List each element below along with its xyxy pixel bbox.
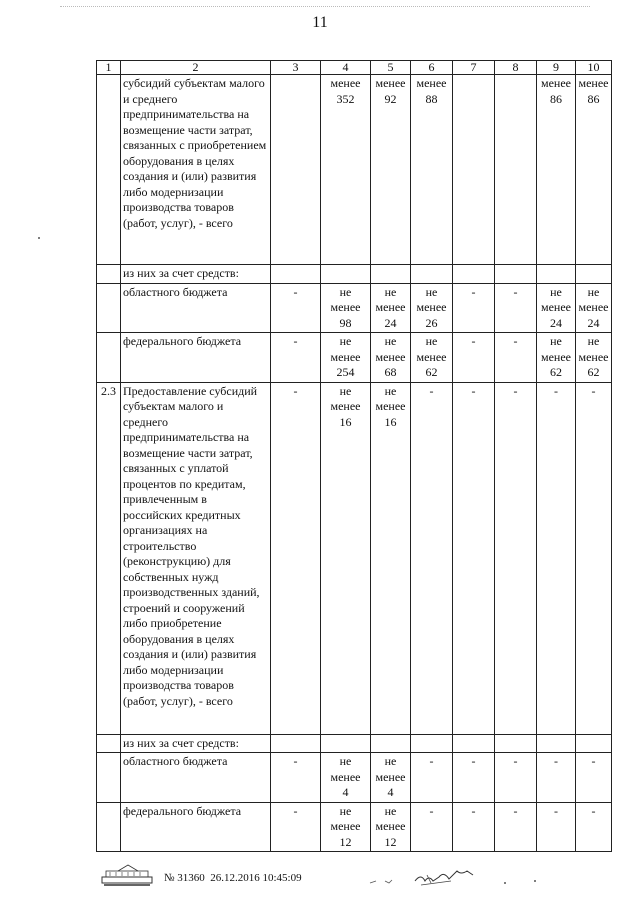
value-line: 4 <box>387 785 394 799</box>
value-line: не <box>339 334 352 348</box>
value-cell-c6 <box>411 333 453 383</box>
value-line: не <box>339 754 352 768</box>
value-line: 24 <box>587 315 600 330</box>
value-line: не <box>339 383 352 398</box>
value-cell-c8: - <box>495 333 537 383</box>
value-line: менее <box>330 76 361 90</box>
row-description: федерального бюджета <box>121 802 271 852</box>
value-line: менее <box>541 300 571 314</box>
value-line: не <box>550 334 562 348</box>
row-description: субсидий субъектам малого и среднего предпринимательства на возмещение части затрат, связанных с приобретением оборудования в целях создания и (или) развития либо модернизации производства товаров (работ, услуг), - всего <box>121 75 271 265</box>
empty-cell <box>371 734 411 753</box>
value-line: 62 <box>587 365 600 379</box>
row-description: федерального бюджета <box>121 333 271 383</box>
value-line: не <box>384 803 397 818</box>
empty-cell <box>411 265 453 284</box>
value-cell-c10: - <box>576 753 612 803</box>
value-line: менее <box>330 819 361 833</box>
value-cell-c3: - <box>271 753 321 803</box>
value-line: 92 <box>384 91 397 106</box>
value-line: не <box>384 383 397 398</box>
value-cell-c8: - <box>495 753 537 803</box>
value-cell-c9: - <box>537 802 576 852</box>
col-header: 10 <box>576 61 612 75</box>
row-number-cell <box>97 753 121 803</box>
value-line: 12 <box>339 834 352 849</box>
value-line: менее <box>578 300 609 314</box>
value-cell-c7: - <box>453 802 495 852</box>
value-cell-c10 <box>576 333 612 383</box>
table-row <box>97 75 612 265</box>
value-line: менее <box>330 349 361 364</box>
value-line: не <box>587 334 600 348</box>
row-label: из них за счет средств: <box>121 265 271 284</box>
value-cell-c8: - <box>495 382 537 734</box>
value-cell-c5 <box>371 75 411 265</box>
value-cell-c9 <box>537 283 576 333</box>
value-cell-c7: - <box>453 753 495 803</box>
value-cell-c9 <box>537 333 576 383</box>
empty-cell <box>371 265 411 284</box>
value-line: менее <box>330 300 361 314</box>
table-row <box>97 382 612 734</box>
value-line: менее <box>416 76 447 90</box>
empty-cell <box>495 734 537 753</box>
value-line: менее <box>375 399 406 413</box>
value-cell-c4 <box>321 283 371 333</box>
empty-cell <box>495 265 537 284</box>
value-cell-c5 <box>371 283 411 333</box>
value-line: 88 <box>425 91 438 106</box>
value-line: менее <box>375 769 406 784</box>
value-cell-c5 <box>371 753 411 803</box>
value-line: 98 <box>339 315 352 330</box>
value-line: 24 <box>384 315 397 330</box>
row-number-cell <box>97 333 121 383</box>
row-number-cell <box>97 265 121 284</box>
value-line: не <box>339 284 352 299</box>
value-cell-c7 <box>453 75 495 265</box>
row-number-cell <box>97 734 121 753</box>
table-subheader-row <box>97 734 612 753</box>
empty-cell <box>271 734 321 753</box>
row-description: областного бюджета <box>121 283 271 333</box>
table-row <box>97 283 612 333</box>
building-stamp-icon <box>100 863 156 887</box>
table-row <box>97 753 612 803</box>
empty-cell <box>576 734 612 753</box>
value-cell-c3: - <box>271 333 321 383</box>
timestamp: 26.12.2016 10:45:09 <box>210 872 302 884</box>
value-cell-c6: - <box>411 382 453 734</box>
row-description: областного бюджета <box>121 753 271 803</box>
page-number: 11 <box>312 14 328 31</box>
value-line: 24 <box>550 315 562 330</box>
value-cell-c10: - <box>576 802 612 852</box>
col-header: 2 <box>121 61 271 75</box>
value-cell-c10 <box>576 75 612 265</box>
value-line: менее <box>375 76 406 90</box>
value-line: 254 <box>336 365 355 379</box>
value-cell-c3 <box>271 75 321 265</box>
col-header: 6 <box>411 61 453 75</box>
value-cell-c6: - <box>411 753 453 803</box>
value-cell-c7: - <box>453 333 495 383</box>
value-line: 86 <box>587 91 600 106</box>
header-row <box>97 61 612 75</box>
value-cell-c10: - <box>576 382 612 734</box>
value-line: менее <box>578 76 609 90</box>
value-line: менее <box>416 349 447 364</box>
value-line: не <box>425 334 438 348</box>
value-line: не <box>384 284 397 299</box>
top-dotted-line <box>60 6 590 7</box>
row-number-cell: 2.3 <box>97 382 121 734</box>
empty-cell <box>321 734 371 753</box>
empty-cell <box>453 734 495 753</box>
col-header: 8 <box>495 61 537 75</box>
value-line: 352 <box>336 91 355 106</box>
col-header: 9 <box>537 61 576 75</box>
empty-cell <box>537 265 576 284</box>
table-row <box>97 802 612 852</box>
value-cell-c7: - <box>453 283 495 333</box>
value-cell-c8: - <box>495 802 537 852</box>
value-line: менее <box>330 769 361 784</box>
row-description: Предоставление субсидий субъектам малого и среднего предпринимательства на возмещение части затрат, связанных с уплатой процентов по кредитам, привлеченным в российских кредитных организациях на строительство (реконструкцию) для собственных нужд производственных зданий, строений и сооружений либо приобретение оборудования в целях создания и (или) развития либо модернизации производства товаров (работ, услуг), - всего <box>121 382 271 734</box>
value-cell-c6 <box>411 283 453 333</box>
value-line: 12 <box>384 834 397 849</box>
row-number-cell <box>97 75 121 265</box>
value-cell-c7: - <box>453 382 495 734</box>
value-line: не <box>384 754 397 768</box>
value-line: 4 <box>342 785 349 799</box>
value-line: менее <box>541 76 571 90</box>
row-number-cell <box>97 802 121 852</box>
margin-mark <box>38 237 40 239</box>
col-header: 4 <box>321 61 371 75</box>
doc-number: № 31360 <box>164 872 205 884</box>
value-cell-c10 <box>576 283 612 333</box>
value-cell-c4 <box>321 382 371 734</box>
value-line: менее <box>541 349 571 364</box>
value-cell-c5 <box>371 802 411 852</box>
value-cell-c4 <box>321 802 371 852</box>
registration-stamp-text <box>164 872 302 884</box>
value-cell-c6 <box>411 75 453 265</box>
value-cell-c9 <box>537 75 576 265</box>
empty-cell <box>411 734 453 753</box>
empty-cell <box>453 265 495 284</box>
col-header: 3 <box>271 61 321 75</box>
value-line: 16 <box>339 414 352 429</box>
value-cell-c5 <box>371 382 411 734</box>
value-line: не <box>550 284 562 299</box>
value-cell-c3: - <box>271 802 321 852</box>
value-cell-c3: - <box>271 382 321 734</box>
value-line: менее <box>330 399 361 413</box>
empty-cell <box>271 265 321 284</box>
value-line: не <box>384 334 397 348</box>
value-line: менее <box>416 300 447 314</box>
footer <box>100 863 620 889</box>
value-cell-c4 <box>321 333 371 383</box>
table-subheader-row <box>97 265 612 284</box>
value-line: не <box>587 284 600 299</box>
row-number-cell <box>97 283 121 333</box>
value-line: 62 <box>550 365 562 379</box>
value-cell-c5 <box>371 333 411 383</box>
value-cell-c8 <box>495 75 537 265</box>
value-cell-c3: - <box>271 283 321 333</box>
value-line: не <box>425 284 438 299</box>
table-row <box>97 333 612 383</box>
value-cell-c8: - <box>495 283 537 333</box>
value-line: 86 <box>550 91 562 106</box>
data-table <box>96 60 612 852</box>
value-line: не <box>339 803 352 818</box>
empty-cell <box>321 265 371 284</box>
value-line: менее <box>375 300 406 314</box>
value-line: менее <box>578 349 609 364</box>
row-label: из них за счет средств: <box>121 734 271 753</box>
value-line: менее <box>375 349 406 364</box>
value-line: менее <box>375 819 406 833</box>
col-header: 5 <box>371 61 411 75</box>
value-line: 16 <box>384 414 397 429</box>
value-line: 68 <box>384 365 397 379</box>
empty-cell <box>537 734 576 753</box>
value-cell-c6: - <box>411 802 453 852</box>
value-cell-c9: - <box>537 382 576 734</box>
col-header: 1 <box>97 61 121 75</box>
value-cell-c4 <box>321 75 371 265</box>
value-cell-c4 <box>321 753 371 803</box>
value-cell-c9: - <box>537 753 576 803</box>
col-header: 7 <box>453 61 495 75</box>
value-line: 62 <box>425 365 438 379</box>
value-line: 26 <box>425 315 438 330</box>
signature-scribble <box>365 863 565 889</box>
empty-cell <box>576 265 612 284</box>
